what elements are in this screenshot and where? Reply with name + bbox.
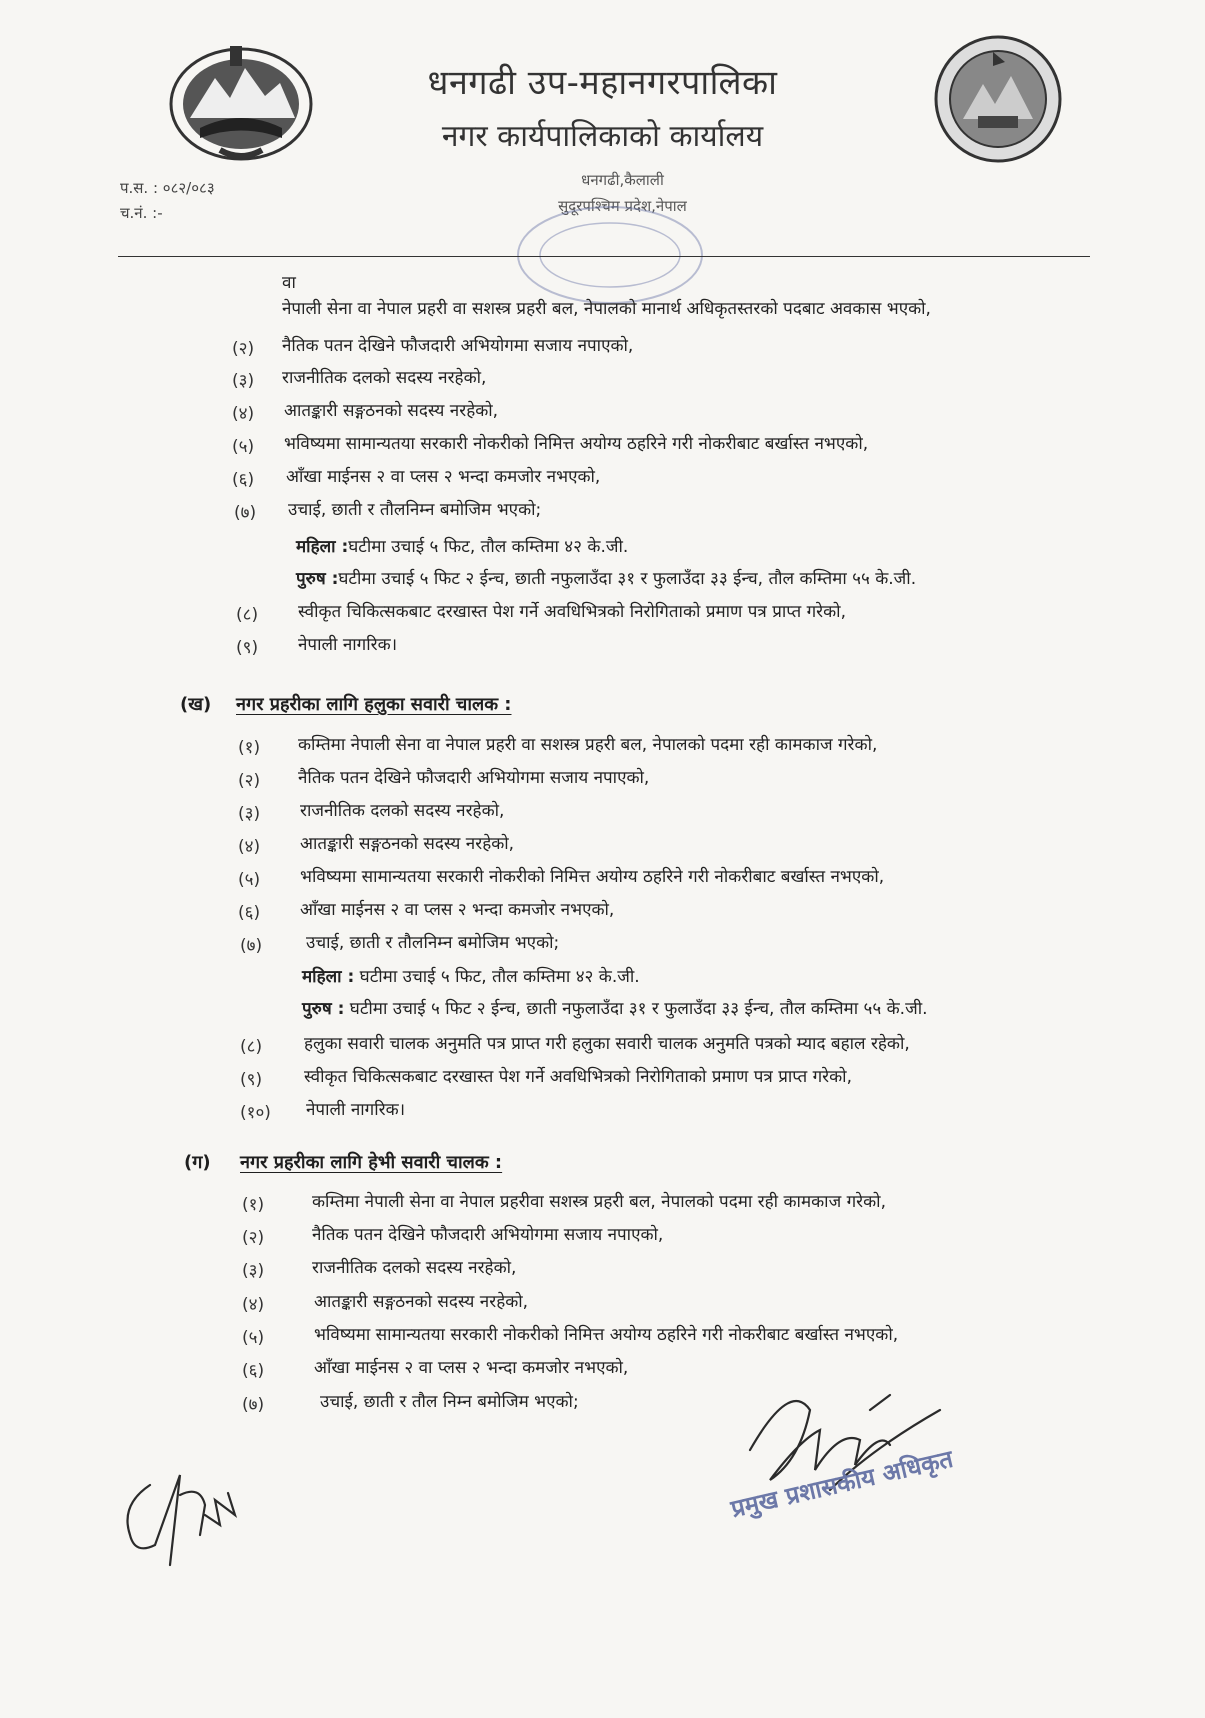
list-item-number: (८) xyxy=(240,1037,263,1057)
section-kha-label: (ख) xyxy=(180,694,212,715)
list-item: नैतिक पतन देखिने फौजदारी अभियोगमा सजाय नपाएको, xyxy=(298,768,650,788)
list-item: उचाई, छाती र तौलनिम्न बमोजिम भएको; xyxy=(306,933,560,953)
list-item: राजनीतिक दलको सदस्य नरहेको, xyxy=(312,1258,517,1278)
list-item-number: (६) xyxy=(242,1361,265,1381)
list-item: भविष्यमा सामान्यतया सरकारी नोकरीको निमित्त अयोग्य ठहरिने गरी नोकरीबाट बर्खास्त नभएको, xyxy=(314,1325,899,1345)
list-item-number: (२) xyxy=(242,1228,265,1248)
female-criteria: घटीमा उचाई ५ फिट, तौल कम्तिमा ४२ के.जी. xyxy=(348,537,629,557)
list-item: हलुका सवारी चालक अनुमति पत्र प्राप्त गरी हलुका सवारी चालक अनुमति पत्रको म्याद बहाल रहेको, xyxy=(304,1034,910,1054)
dispatch-number: च.नं. :- xyxy=(120,204,163,222)
list-item: भविष्यमा सामान्यतया सरकारी नोकरीको निमित्त अयोग्य ठहरिने गरी नोकरीबाट बर्खास्त नभएको, xyxy=(284,434,869,454)
intro-line: नेपाली सेना वा नेपाल प्रहरी वा सशस्त्र प्रहरी बल, नेपालको मानार्थ अधिकृतस्तरको पदबाट अवकास भएको, xyxy=(282,299,931,319)
list-item-number: (७) xyxy=(240,936,263,956)
section-ga-heading xyxy=(240,1150,502,1174)
female-criteria: घटीमा उचाई ५ फिट, तौल कम्तिमा ४२ के.जी. xyxy=(359,967,640,987)
address-province: सुदूरपश्चिम प्रदेश,नेपाल xyxy=(558,197,687,215)
list-item-number: (१०) xyxy=(240,1103,271,1123)
list-item-number: (६) xyxy=(232,470,255,490)
list-item-number: (९) xyxy=(236,638,259,658)
list-item: उचाई, छाती र तौल निम्न बमोजिम भएको; xyxy=(320,1392,579,1412)
list-item-number: (७) xyxy=(242,1395,265,1415)
list-item-number: (३) xyxy=(242,1261,265,1281)
list-item: कम्तिमा नेपाली सेना वा नेपाल प्रहरीवा सशस्त्र प्रहरी बल, नेपालको पदमा रही कामकाज गरेको, xyxy=(312,1192,886,1212)
list-item: भविष्यमा सामान्यतया सरकारी नोकरीको निमित्त अयोग्य ठहरिने गरी नोकरीबाट बर्खास्त नभएको, xyxy=(300,867,885,887)
list-item-number: (३) xyxy=(232,371,255,391)
office-rubber-stamp xyxy=(510,200,710,310)
list-a-female-line xyxy=(296,534,628,557)
list-item: आँखा माईनस २ वा प्लस २ भन्दा कमजोर नभएको, xyxy=(286,467,601,487)
list-item-number: (७) xyxy=(234,503,257,523)
list-item-number: (५) xyxy=(242,1328,265,1348)
list-a-male-line xyxy=(296,566,916,589)
list-item: कम्तिमा नेपाली सेना वा नेपाल प्रहरी वा सशस्त्र प्रहरी बल, नेपालको पदमा रही कामकाज गरेको, xyxy=(298,735,878,755)
office-subtitle: नगर कार्यपालिकाको कार्यालय xyxy=(441,119,764,154)
list-item-number: (१) xyxy=(242,1195,265,1215)
list-item: स्वीकृत चिकित्सकबाट दरखास्त पेश गर्ने अवधिभित्रको निरोगिताको प्रमाण पत्र प्राप्त गरेको, xyxy=(304,1067,852,1087)
list-item-number: (२) xyxy=(232,339,255,359)
list-item: राजनीतिक दलको सदस्य नरहेको, xyxy=(300,801,505,821)
male-criteria: घटीमा उचाई ५ फिट २ ईन्च, छाती नफुलाउँदा ३१ र फुलाउँदा ३३ ईन्च, तौल कम्तिमा ५५ के.जी. xyxy=(349,999,928,1019)
list-item: आँखा माईनस २ वा प्लस २ भन्दा कमजोर नभएको, xyxy=(300,900,615,920)
section-ga-label: (ग) xyxy=(184,1152,211,1173)
list-item: स्वीकृत चिकित्सकबाट दरखास्त पेश गर्ने अवधिभित्रको निरोगिताको प्रमाण पत्र प्राप्त गरेको, xyxy=(298,602,846,622)
list-item-number: (६) xyxy=(238,903,261,923)
list-item-number: (४) xyxy=(238,837,261,857)
list-item: नैतिक पतन देखिने फौजदारी अभियोगमा सजाय नपाएको, xyxy=(312,1225,664,1245)
list-item-number: (९) xyxy=(240,1070,263,1090)
reference-number: प.स. : ०८२/०८३ xyxy=(120,179,215,197)
list-item: राजनीतिक दलको सदस्य नरहेको, xyxy=(282,368,487,388)
list-item: आतङ्कारी सङ्गठनको सदस्य नरहेको, xyxy=(284,401,499,421)
list-item-number: (२) xyxy=(238,771,261,791)
signatory-designation: प्रमुख प्रशासकीय अधिकृत xyxy=(728,1444,956,1524)
header-divider xyxy=(118,256,1090,257)
section-kha-title: नगर प्रहरीका लागि हलुका सवारी चालक : xyxy=(236,694,512,715)
intro-or: वा xyxy=(282,273,296,293)
section-ga-title: नगर प्रहरीका लागि हेभी सवारी चालक : xyxy=(240,1152,503,1173)
list-item: नेपाली नागरिक। xyxy=(298,635,398,655)
female-label: महिला : xyxy=(302,967,355,987)
office-name: धनगढी उप-महानगरपालिका xyxy=(427,63,778,103)
list-item-number: (१) xyxy=(238,738,261,758)
list-item-number: (५) xyxy=(238,870,261,890)
list-item: आतङ्कारी सङ्गठनको सदस्य नरहेको, xyxy=(314,1292,529,1312)
list-item-number: (४) xyxy=(242,1295,265,1315)
list-item: नेपाली नागरिक। xyxy=(306,1100,406,1120)
left-signature xyxy=(110,1455,260,1585)
list-item: आतङ्कारी सङ्गठनको सदस्य नरहेको, xyxy=(300,834,515,854)
list-item: नैतिक पतन देखिने फौजदारी अभियोगमा सजाय नपाएको, xyxy=(282,336,634,356)
list-item-number: (३) xyxy=(238,804,261,824)
list-kha-female-line xyxy=(302,964,640,987)
section-kha-heading xyxy=(236,692,512,716)
female-label: महिला : xyxy=(296,537,349,557)
list-item-number: (४) xyxy=(232,404,255,424)
male-criteria: घटीमा उचाई ५ फिट २ ईन्च, छाती नफुलाउँदा ३१ र फुलाउँदा ३३ ईन्च, तौल कम्तिमा ५५ के.जी. xyxy=(338,569,917,589)
address-district: धनगढी,कैलाली xyxy=(581,171,664,189)
list-kha-male-line xyxy=(302,996,928,1019)
list-item: उचाई, छाती र तौलनिम्न बमोजिम भएको; xyxy=(288,500,542,520)
male-label: पुरुष : xyxy=(296,569,339,589)
list-item: आँखा माईनस २ वा प्लस २ भन्दा कमजोर नभएको, xyxy=(314,1358,629,1378)
list-item-number: (५) xyxy=(232,437,255,457)
list-item-number: (८) xyxy=(236,605,259,625)
male-label: पुरुष : xyxy=(302,999,345,1019)
